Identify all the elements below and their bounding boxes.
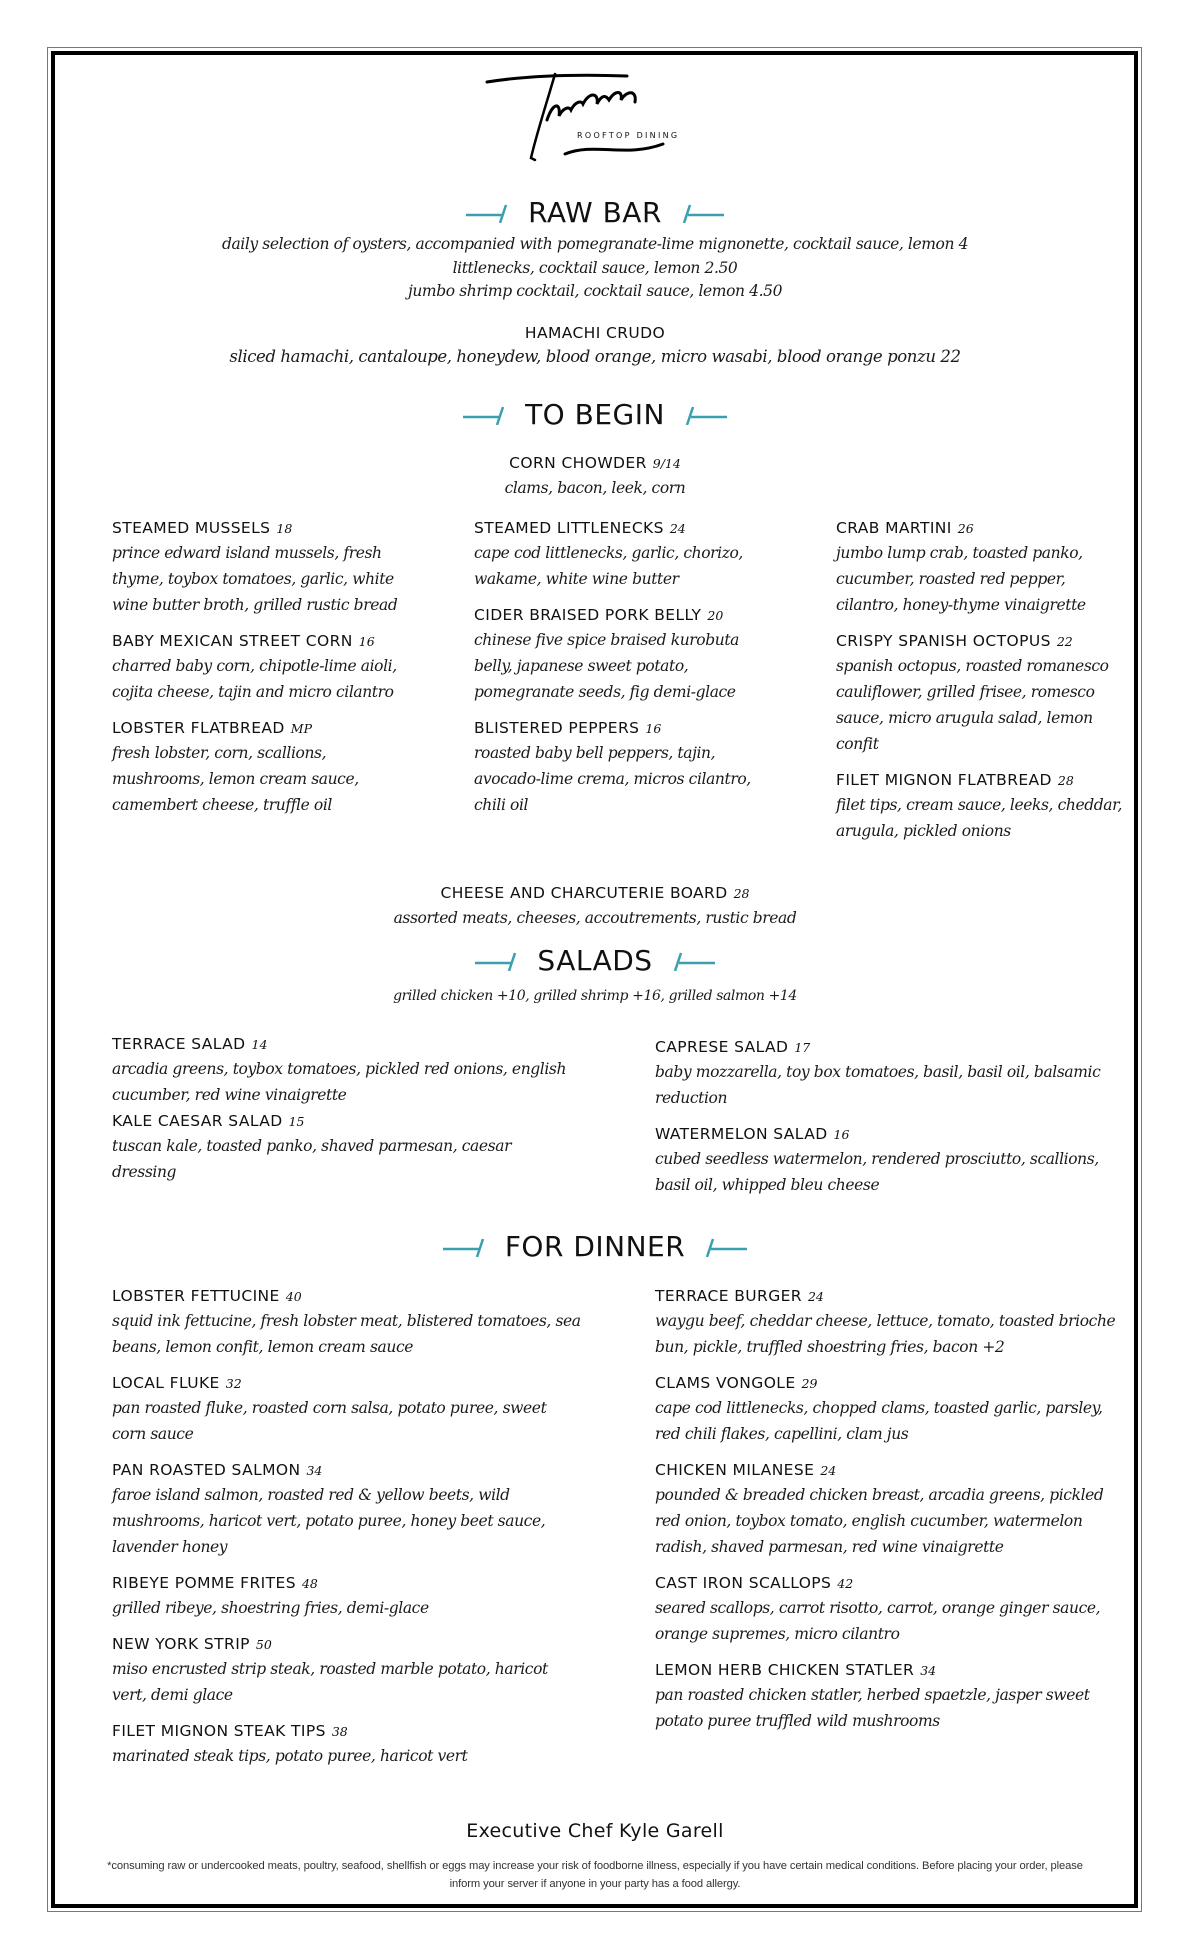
raw-bar-line: daily selection of oysters, accompanied with pomegranate-lime mignonette, cocktail sauce, lemon 4	[221, 235, 969, 253]
menu-item	[112, 1372, 582, 1447]
menu-item	[112, 1033, 572, 1108]
menu-item	[112, 517, 402, 618]
to-begin-column-3	[836, 517, 1126, 856]
to-begin-column-1	[112, 517, 402, 830]
item-name: KALE CAESAR SALAD	[112, 1112, 283, 1130]
item-desc: jumbo lump crab, toasted panko, cucumber, roasted red pepper, cilantro, honey-thyme vinaigrette	[836, 544, 1086, 614]
menu-item	[836, 517, 1126, 618]
menu-item	[655, 1372, 1127, 1447]
item-desc: grilled ribeye, shoestring fries, demi-glace	[112, 1599, 429, 1617]
item-name: CAPRESE SALAD	[655, 1038, 789, 1056]
item-price: 16	[645, 721, 662, 736]
item-desc: cape cod littlenecks, chopped clams, toasted garlic, parsley, red chili flakes, capellini, clam jus	[655, 1399, 1103, 1443]
item-desc: filet tips, cream sauce, leeks, cheddar, arugula, pickled onions	[836, 796, 1122, 840]
item-desc: tuscan kale, toasted panko, shaved parmesan, caesar dressing	[112, 1137, 512, 1181]
item-price: 20	[707, 608, 724, 623]
item-desc: cape cod littlenecks, garlic, chorizo, wakame, white wine butter	[474, 544, 743, 588]
item-name: TERRACE SALAD	[112, 1035, 246, 1053]
item-name: WATERMELON SALAD	[655, 1125, 828, 1143]
item-price: 29	[801, 1376, 818, 1391]
item-price: 24	[807, 1289, 824, 1304]
item-desc: prince edward island mussels, fresh thyme, toybox tomatoes, garlic, white wine butter broth, grilled rustic bread	[112, 544, 398, 614]
raw-bar-title: RAW BAR	[528, 196, 662, 229]
right-divider-icon	[701, 1237, 747, 1257]
item-desc: baby mozzarella, toy box tomatoes, basil, basil oil, balsamic reduction	[655, 1063, 1101, 1107]
item-name: HAMACHI CRUDO	[524, 324, 666, 342]
item-name: STEAMED MUSSELS	[112, 519, 271, 537]
menu-item	[112, 1572, 582, 1621]
item-name: BABY MEXICAN STREET CORN	[112, 632, 353, 650]
item-name: PAN ROASTED SALMON	[112, 1461, 301, 1479]
salads-title: SALADS	[537, 944, 653, 977]
item-price: 38	[331, 1724, 348, 1739]
menu-item	[655, 1123, 1120, 1198]
to-begin-heading	[60, 398, 1130, 431]
dinner-heading	[60, 1230, 1130, 1263]
raw-bar-heading	[60, 196, 1130, 229]
item-price: 16	[833, 1127, 850, 1142]
right-divider-icon	[681, 405, 727, 425]
item-name: CORN CHOWDER	[509, 454, 647, 472]
left-divider-icon	[466, 203, 512, 223]
menu-item	[112, 1110, 572, 1185]
item-name: FILET MIGNON FLATBREAD	[836, 771, 1052, 789]
svg-text:ROOFTOP DINING: ROOFTOP DINING	[577, 131, 680, 140]
item-desc: seared scallops, carrot risotto, carrot, orange ginger sauce, orange supremes, micro cilantro	[655, 1599, 1101, 1643]
hamachi-crudo	[60, 322, 1130, 370]
item-name: CRAB MARTINI	[836, 519, 952, 537]
item-desc: chinese five spice braised kurobuta belly, japanese sweet potato, pomegranate seeds, fig demi-glace	[474, 631, 739, 701]
executive-chef: Executive Chef Kyle Garell	[466, 1820, 724, 1842]
item-desc: arcadia greens, toybox tomatoes, pickled red onions, english cucumber, red wine vinaigrette	[112, 1060, 567, 1104]
item-price: 34	[920, 1663, 937, 1678]
raw-bar-line: jumbo shrimp cocktail, cocktail sauce, lemon 4.50	[407, 282, 783, 300]
menu-item	[655, 1036, 1120, 1111]
item-desc: charred baby corn, chipotle-lime aioli, cojita cheese, tajin and micro cilantro	[112, 657, 397, 701]
item-name: FILET MIGNON STEAK TIPS	[112, 1722, 326, 1740]
item-name: LOCAL FLUKE	[112, 1374, 220, 1392]
menu-item	[112, 1633, 582, 1708]
item-price: 28	[733, 886, 750, 901]
salads-section	[60, 944, 1130, 977]
item-price: 48	[301, 1576, 318, 1591]
item-desc: spanish octopus, roasted romanesco cauliflower, grilled frisee, romesco sauce, micro arugula salad, lemon confit	[836, 657, 1109, 753]
menu-item	[112, 630, 402, 705]
menu-item	[474, 604, 764, 705]
item-name: CHEESE AND CHARCUTERIE BOARD	[440, 884, 728, 902]
raw-bar-section	[60, 196, 1130, 229]
menu-item	[655, 1285, 1127, 1360]
item-name: BLISTERED PEPPERS	[474, 719, 640, 737]
item-price: 18	[276, 521, 293, 536]
item-desc: squid ink fettucine, fresh lobster meat, blistered tomatoes, sea beans, lemon confit, lemon cream sauce	[112, 1312, 581, 1356]
item-price: 17	[794, 1040, 811, 1055]
item-name: NEW YORK STRIP	[112, 1635, 250, 1653]
item-price: 15	[288, 1114, 305, 1129]
menu-item	[112, 1285, 582, 1360]
dinner-title: FOR DINNER	[504, 1230, 686, 1263]
menu-item	[655, 1572, 1127, 1647]
disclaimer-line: *consuming raw or undercooked meats, poultry, seafood, shellfish or eggs may increase your risk of foodborne illness, especially if you have certain medical conditions. Before placing your order, please	[107, 1860, 1083, 1872]
item-name: CAST IRON SCALLOPS	[655, 1574, 832, 1592]
item-price: 40	[285, 1289, 302, 1304]
corn-chowder	[60, 452, 1130, 501]
item-name: CLAMS VONGOLE	[655, 1374, 796, 1392]
item-price: 26	[957, 521, 974, 536]
menu-item	[836, 630, 1126, 757]
item-price: 50	[255, 1637, 272, 1652]
salads-column-2	[655, 1036, 1120, 1210]
salad-addons: grilled chicken +10, grilled shrimp +16, grilled salmon +14	[393, 988, 797, 1004]
item-desc: miso encrusted strip steak, roasted marble potato, haricot vert, demi glace	[112, 1660, 548, 1704]
dinner-column-2	[655, 1285, 1127, 1746]
item-price: 42	[837, 1576, 854, 1591]
item-price: 24	[820, 1463, 837, 1478]
menu-item	[474, 717, 764, 818]
disclaimer-line: inform your server if anyone in your party has a food allergy.	[449, 1878, 741, 1890]
cheese-board	[60, 882, 1130, 931]
raw-bar-list	[60, 233, 1130, 304]
item-name: CIDER BRAISED PORK BELLY	[474, 606, 702, 624]
item-desc: pan roasted chicken statler, herbed spaetzle, jasper sweet potato puree truffled wild mushrooms	[655, 1686, 1090, 1730]
item-name: CHICKEN MILANESE	[655, 1461, 815, 1479]
item-desc: marinated steak tips, potato puree, haricot vert	[112, 1747, 468, 1765]
dinner-section	[60, 1230, 1130, 1263]
item-desc: faroe island salmon, roasted red & yellow beets, wild mushrooms, haricot vert, potato puree, honey beet sauce, lavender honey	[112, 1486, 546, 1556]
menu-item	[655, 1459, 1127, 1560]
item-desc: sliced hamachi, cantaloupe, honeydew, blood orange, micro wasabi, blood orange ponzu 22	[229, 347, 961, 366]
right-divider-icon	[678, 203, 724, 223]
item-price: 22	[1056, 634, 1073, 649]
dinner-column-1	[112, 1285, 582, 1781]
right-divider-icon	[669, 951, 715, 971]
item-desc: pounded & breaded chicken breast, arcadia greens, pickled red onion, toybox tomato, english cucumber, watermelon radish, shaved parmesan, red wine vinaigrette	[655, 1486, 1104, 1556]
item-name: STEAMED LITTLENECKS	[474, 519, 664, 537]
item-desc: waygu beef, cheddar cheese, lettuce, tomato, toasted brioche bun, pickle, truffled shoestring fries, bacon +2	[655, 1312, 1116, 1356]
salads-column-1	[112, 1033, 572, 1197]
salads-heading	[60, 944, 1130, 977]
item-name: CRISPY SPANISH OCTOPUS	[836, 632, 1051, 650]
left-divider-icon	[443, 1237, 489, 1257]
item-price: 14	[251, 1037, 268, 1052]
item-price: 24	[669, 521, 686, 536]
item-desc: clams, bacon, leek, corn	[504, 479, 686, 497]
item-price: 32	[225, 1376, 242, 1391]
item-price: 34	[306, 1463, 323, 1478]
item-desc: pan roasted fluke, roasted corn salsa, potato puree, sweet corn sauce	[112, 1399, 547, 1443]
menu-item	[474, 517, 764, 592]
item-desc: assorted meats, cheeses, accoutrements, rustic bread	[393, 909, 797, 927]
terrace-logo	[485, 72, 685, 164]
to-begin-section	[60, 398, 1130, 431]
menu-item	[836, 769, 1126, 844]
item-price: 28	[1057, 773, 1074, 788]
disclaimer	[70, 1857, 1120, 1893]
menu-item	[112, 1459, 582, 1560]
item-price: MP	[290, 721, 312, 736]
menu-item	[655, 1659, 1127, 1734]
menu-item	[112, 1720, 582, 1769]
left-divider-icon	[463, 405, 509, 425]
raw-bar-line: littlenecks, cocktail sauce, lemon 2.50	[452, 258, 738, 277]
item-price: 16	[358, 634, 375, 649]
item-name: LEMON HERB CHICKEN STATLER	[655, 1661, 915, 1679]
to-begin-title: TO BEGIN	[525, 398, 665, 431]
left-divider-icon	[475, 951, 521, 971]
item-name: LOBSTER FETTUCINE	[112, 1287, 280, 1305]
item-desc: roasted baby bell peppers, tajin, avocado-lime crema, micros cilantro, chili oil	[474, 744, 751, 814]
item-name: TERRACE BURGER	[655, 1287, 802, 1305]
item-desc: fresh lobster, corn, scallions, mushrooms, lemon cream sauce, camembert cheese, truffle oil	[112, 744, 359, 814]
item-name: LOBSTER FLATBREAD	[112, 719, 285, 737]
to-begin-column-2	[474, 517, 764, 830]
item-desc: cubed seedless watermelon, rendered prosciutto, scallions, basil oil, whipped bleu cheese	[655, 1150, 1099, 1194]
item-price: 9/14	[652, 456, 681, 471]
menu-item	[112, 717, 402, 818]
item-name: RIBEYE POMME FRITES	[112, 1574, 296, 1592]
